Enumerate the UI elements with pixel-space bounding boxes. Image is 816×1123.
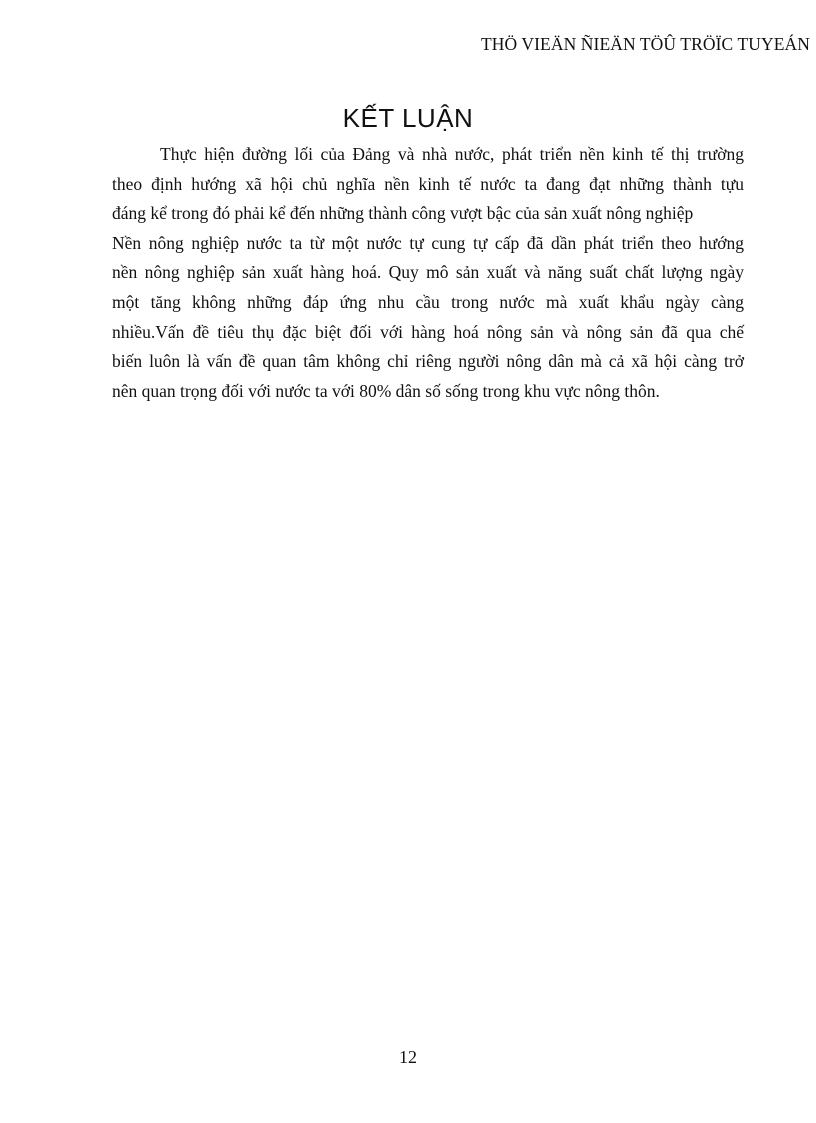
paragraph-line: theo định hướng xã hội chủ nghĩa nền kinh tế nước ta đang đạt những thành tựu [112, 173, 744, 194]
paragraph-line: một tăng không những đáp ứng nhu cầu trong nước mà xuất khẩu ngày càng [112, 291, 744, 312]
paragraph-line: nhiều.Vấn đề tiêu thụ đặc biệt đối với hàng hoá nông sản và nông sản đã qua chế [112, 321, 744, 342]
paragraph-line: nền nông nghiệp sản xuất hàng hoá. Quy mô sản xuất và năng suất chất lượng ngày [112, 262, 744, 283]
paragraph-line: biến luôn là vấn đề quan tâm không chỉ riêng người nông dân mà cả xã hội càng trở [112, 351, 744, 372]
paragraph-line: Nền nông nghiệp nước ta từ một nước tự cung tự cấp đã dần phát triển theo hướng [112, 232, 744, 253]
paragraph-line: đáng kể trong đó phải kể đến những thành công vượt bậc của sản xuất nông nghiệp [112, 203, 694, 224]
paragraph-line: Thực hiện đường lối của Đảng và nhà nước, phát triển nền kinh tế thị trường [160, 144, 744, 164]
page-number: 12 [399, 1047, 417, 1067]
conclusion-paragraph [112, 140, 744, 406]
paragraph-line: nên quan trọng đối với nước ta với 80% dân số sống trong khu vực nông thôn. [112, 380, 660, 401]
page-title: KẾT LUẬN [342, 103, 474, 134]
running-header: THÖ VIEÄN ÑIEÄN TÖÛ TRÖÏC TUYEÁN [480, 34, 810, 54]
